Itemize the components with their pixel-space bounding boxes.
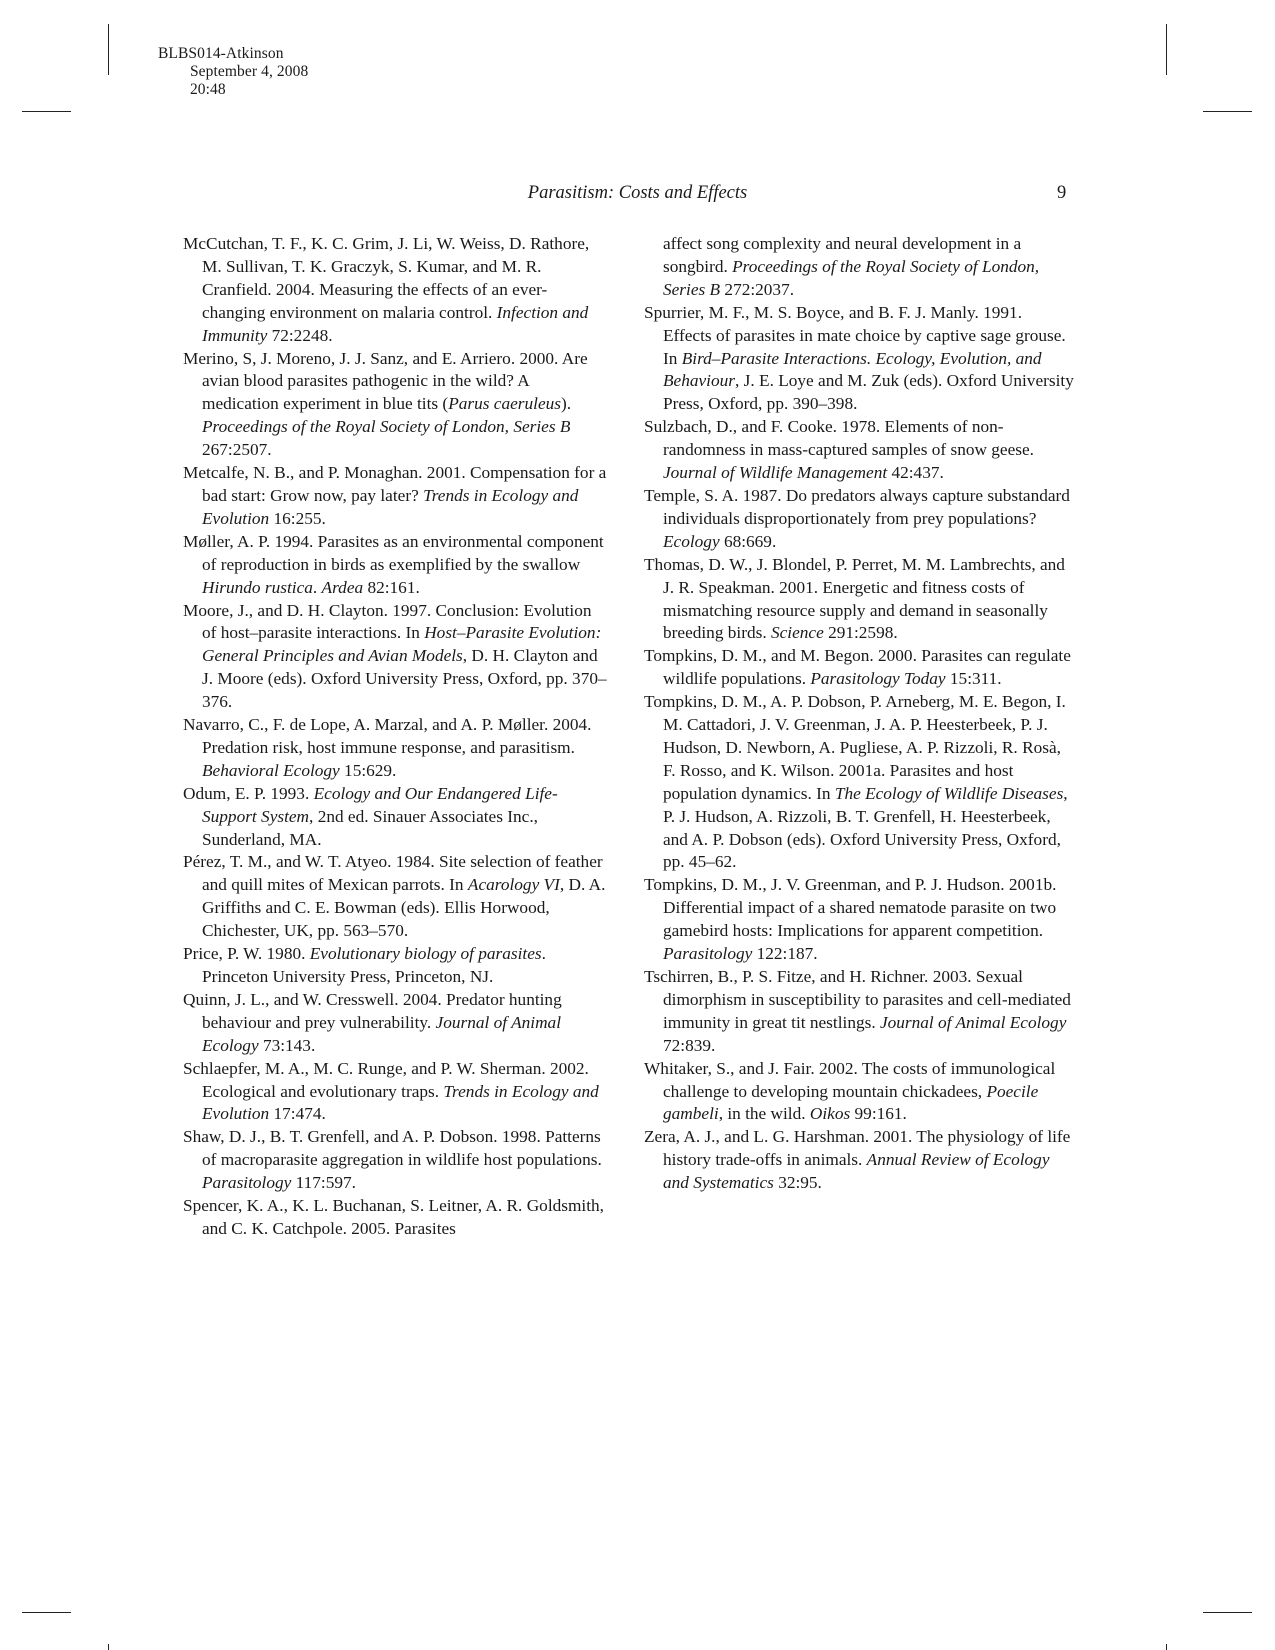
reference-italic-text: Proceedings of the Royal Society of London, Series B xyxy=(663,256,1040,299)
reference-text: Odum, E. P. 1993. xyxy=(183,783,314,803)
reference-text: ). xyxy=(561,394,572,414)
reference-text: 267:2507. xyxy=(202,440,272,460)
reference-text: , D. H. Clayton and J. Moore (eds). Oxford University Press, Oxford, pp. 370–376. xyxy=(202,646,607,712)
reference-text: 122:187. xyxy=(752,944,818,964)
reference-text: 99:161. xyxy=(850,1104,907,1124)
reference-italic-text: Host–Parasite Evolution: General Principles and Avian Models xyxy=(202,623,602,666)
reference-italic-text: Journal of Wildlife Management xyxy=(663,463,888,483)
reference-italic-text: Parasitology xyxy=(663,944,753,964)
reference-text: 72:2248. xyxy=(267,325,333,345)
reference-text: 17:474. xyxy=(269,1104,326,1124)
reference-entry xyxy=(644,1058,1074,1127)
reference-text: , in the wild. xyxy=(718,1104,810,1124)
reference-italic-text: Bird–Parasite Interactions. Ecology, Evolution, and Behaviour xyxy=(663,348,1042,391)
reference-text: Price, P. W. 1980. xyxy=(183,944,310,964)
reference-entry xyxy=(644,233,1074,302)
reference-entry xyxy=(644,874,1074,966)
reference-italic-text: Parasitology xyxy=(202,1173,292,1193)
reference-italic-text: Ecology xyxy=(663,531,720,551)
reference-italic-text: Oikos xyxy=(809,1104,851,1124)
reference-text: Moore, J., and D. H. Clayton. 1997. Conclusion: Evolution of host–parasite interactions. In xyxy=(183,600,592,643)
reference-entry xyxy=(183,783,608,852)
reference-text: 272:2037. xyxy=(720,279,795,299)
crop-mark-bottom-right-horizontal xyxy=(1203,1612,1252,1613)
reference-text: . xyxy=(312,577,322,597)
reference-entry xyxy=(183,462,608,531)
reference-text: Spurrier, M. F., M. S. Boyce, and B. F. J. Manly. 1991. Effects of parasites in mate choice by captive sage grouse. In xyxy=(644,302,1066,368)
running-head-title: Parasitism: Costs and Effects xyxy=(527,183,748,203)
reference-italic-text: Trends in Ecology and Evolution xyxy=(202,1081,599,1124)
slug-date: September 4, 2008 xyxy=(189,63,309,80)
reference-entry xyxy=(183,600,608,715)
reference-text: 15:311. xyxy=(945,669,1002,689)
reference-text: 16:255. xyxy=(269,508,326,528)
reference-text: Tompkins, D. M., and M. Begon. 2000. Parasites can regulate wildlife populations. xyxy=(644,646,1071,689)
reference-entry xyxy=(183,233,608,348)
reference-italic-text: Behavioral Ecology xyxy=(202,760,340,780)
reference-text: Tompkins, D. M., J. V. Greenman, and P. J. Hudson. 2001b. Differential impact of a shared nematode parasite on two gamebird hosts: Implications for apparent competition. xyxy=(644,875,1057,941)
reference-entry xyxy=(644,416,1074,485)
reference-italic-text: Proceedings of the Royal Society of London, Series B xyxy=(202,417,571,437)
reference-text: . Princeton University Press, Princeton, NJ. xyxy=(202,944,546,986)
references-left-column xyxy=(183,233,608,1241)
slug-code: BLBS014-Atkinson xyxy=(157,45,284,62)
reference-italic-text: Poecile gambeli xyxy=(663,1081,1039,1124)
crop-mark-bottom-left-horizontal xyxy=(22,1612,71,1613)
reference-italic-text: Science xyxy=(770,623,824,643)
reference-entry xyxy=(644,485,1074,554)
reference-entry xyxy=(644,554,1074,646)
references-right-column xyxy=(644,233,1074,1195)
reference-text: , D. A. Griffiths and C. E. Bowman (eds). Ellis Horwood, Chichester, UK, pp. 563–570. xyxy=(202,875,606,941)
reference-text: 68:669. xyxy=(719,531,777,551)
reference-entry xyxy=(183,1195,608,1241)
reference-entry xyxy=(183,943,608,989)
reference-italic-text: Journal of Animal Ecology xyxy=(202,1012,561,1055)
reference-italic-text: Parasitology Today xyxy=(810,669,946,689)
reference-text: 82:161. xyxy=(363,577,420,597)
reference-text: Metcalfe, N. B., and P. Monaghan. 2001. Compensation for a bad start: Grow now, pay later? xyxy=(183,463,607,505)
reference-text: Tschirren, B., P. S. Fitze, and H. Richner. 2003. Sexual dimorphism in susceptibility to parasites and cell-mediated immunity in great tit nestlings. xyxy=(644,967,1071,1032)
reference-text: 72:839. xyxy=(663,1035,716,1055)
reference-entry xyxy=(644,691,1074,874)
reference-text: Shaw, D. J., B. T. Grenfell, and A. P. Dobson. 1998. Patterns of macroparasite aggregation in wildlife host populations. xyxy=(183,1127,602,1170)
reference-italic-text: Annual Review of Ecology and Systematics xyxy=(663,1150,1050,1193)
reference-italic-text: Acarology VI xyxy=(467,875,560,895)
reference-italic-text: Infection and Immunity xyxy=(202,302,589,345)
reference-text: Navarro, C., F. de Lope, A. Marzal, and A. P. Møller. 2004. Predation risk, host immune response, and parasitism. xyxy=(183,715,592,757)
reference-text: Zera, A. J., and L. G. Harshman. 2001. The physiology of life history trade-offs in animals. xyxy=(644,1127,1071,1170)
reference-text: affect song complexity and neural development in a songbird. xyxy=(663,234,1022,276)
reference-text: , P. J. Hudson, A. Rizzoli, B. T. Grenfell, H. Heesterbeek, and A. P. Dobson (eds). Oxford University Press, Oxford, pp. 45–62. xyxy=(663,783,1068,872)
reference-text: Thomas, D. W., J. Blondel, P. Perret, M. M. Lambrechts, and J. R. Speakman. 2001. Energetic and fitness costs of mismatching resource supply and demand in seasonally breeding birds. xyxy=(644,554,1065,643)
crop-mark-top-left-vertical xyxy=(108,24,109,75)
crop-mark-bottom-right-tick xyxy=(1166,1644,1167,1650)
reference-entry xyxy=(644,1126,1074,1195)
page-number: 9 xyxy=(1057,183,1067,203)
reference-text: 291:2598. xyxy=(823,623,898,643)
reference-italic-text: The Ecology of Wildlife Diseases xyxy=(834,783,1064,803)
reference-text: Whitaker, S., and J. Fair. 2002. The costs of immunological challenge to developing mountain chickadees, xyxy=(644,1058,1056,1101)
reference-entry xyxy=(644,966,1074,1058)
reference-entry xyxy=(183,348,608,463)
reference-text: Sulzbach, D., and F. Cooke. 1978. Elements of non-randomness in mass-captured samples of snow geese. xyxy=(644,417,1034,460)
reference-italic-text: Ardea xyxy=(321,577,364,597)
reference-entry xyxy=(644,645,1074,691)
reference-entry xyxy=(183,714,608,783)
reference-entry xyxy=(183,531,608,600)
reference-italic-text: Evolutionary biology of parasites xyxy=(309,944,542,964)
reference-text: Møller, A. P. 1994. Parasites as an environmental component of reproduction in birds as exemplified by the swallow xyxy=(183,531,604,574)
slug-time: 20:48 xyxy=(189,81,226,98)
reference-text: 42:437. xyxy=(887,463,944,483)
reference-text: 73:143. xyxy=(258,1035,316,1055)
crop-mark-top-left-horizontal xyxy=(22,111,71,112)
reference-text: 117:597. xyxy=(291,1173,356,1193)
reference-text: Merino, S, J. Moreno, J. J. Sanz, and E. Arriero. 2000. Are avian blood parasites pathogenic in the wild? A medication experiment in blue tits ( xyxy=(183,348,588,414)
reference-text: Temple, S. A. 1987. Do predators always capture substandard individuals disproportionately from prey populations? xyxy=(644,485,1070,528)
reference-italic-text: Ecology and Our Endangered Life-Support System xyxy=(202,783,558,826)
reference-text: Schlaepfer, M. A., M. C. Runge, and P. W. Sherman. 2002. Ecological and evolutionary traps. xyxy=(183,1058,589,1101)
reference-entry xyxy=(183,1058,608,1127)
reference-entry xyxy=(183,1126,608,1195)
reference-text: , 2nd ed. Sinauer Associates Inc., Sunderland, MA. xyxy=(202,806,538,849)
printer-slug xyxy=(150,27,308,99)
reference-italic-text: Hirundo rustica xyxy=(202,577,313,597)
reference-italic-text: Parus caeruleus xyxy=(448,394,561,414)
crop-mark-bottom-left-tick xyxy=(108,1644,109,1650)
reference-italic-text: Journal of Animal Ecology xyxy=(879,1012,1067,1032)
reference-text: Pérez, T. M., and W. T. Atyeo. 1984. Site selection of feather and quill mites of Mexican parrots. In xyxy=(183,852,603,895)
reference-text: Tompkins, D. M., A. P. Dobson, P. Arneberg, M. E. Begon, I. M. Cattadori, J. V. Greenman, J. A. P. Heesterbeek, P. J. Hudson, D. Newborn, A. Pugliese, A. P. Rizzoli, R. Rosà, F. Rosso, and K. Wilson. 2001a. Parasites and host population dynamics. In xyxy=(644,692,1066,803)
reference-italic-text: Trends in Ecology and Evolution xyxy=(202,485,579,528)
reference-text: McCutchan, T. F., K. C. Grim, J. Li, W. Weiss, D. Rathore, M. Sullivan, T. K. Graczyk, S. Kumar, and M. R. Cranfield. 2004. Measuring the effects of an ever-changing environment on malaria control. xyxy=(183,234,590,322)
reference-text: Spencer, K. A., K. L. Buchanan, S. Leitner, A. R. Goldsmith, and C. K. Catchpole. 2005. Parasites xyxy=(183,1196,604,1238)
crop-mark-top-right-vertical xyxy=(1166,24,1167,75)
reference-text: Quinn, J. L., and W. Cresswell. 2004. Predator hunting behaviour and prey vulnerability. xyxy=(183,989,562,1032)
reference-entry xyxy=(183,989,608,1058)
reference-text: 15:629. xyxy=(339,760,397,780)
reference-entry xyxy=(183,851,608,943)
reference-text: 32:95. xyxy=(773,1173,822,1193)
reference-text: , J. E. Loye and M. Zuk (eds). Oxford University Press, Oxford, pp. 390–398. xyxy=(663,371,1074,414)
crop-mark-top-right-horizontal xyxy=(1203,111,1252,112)
reference-entry xyxy=(644,302,1074,417)
